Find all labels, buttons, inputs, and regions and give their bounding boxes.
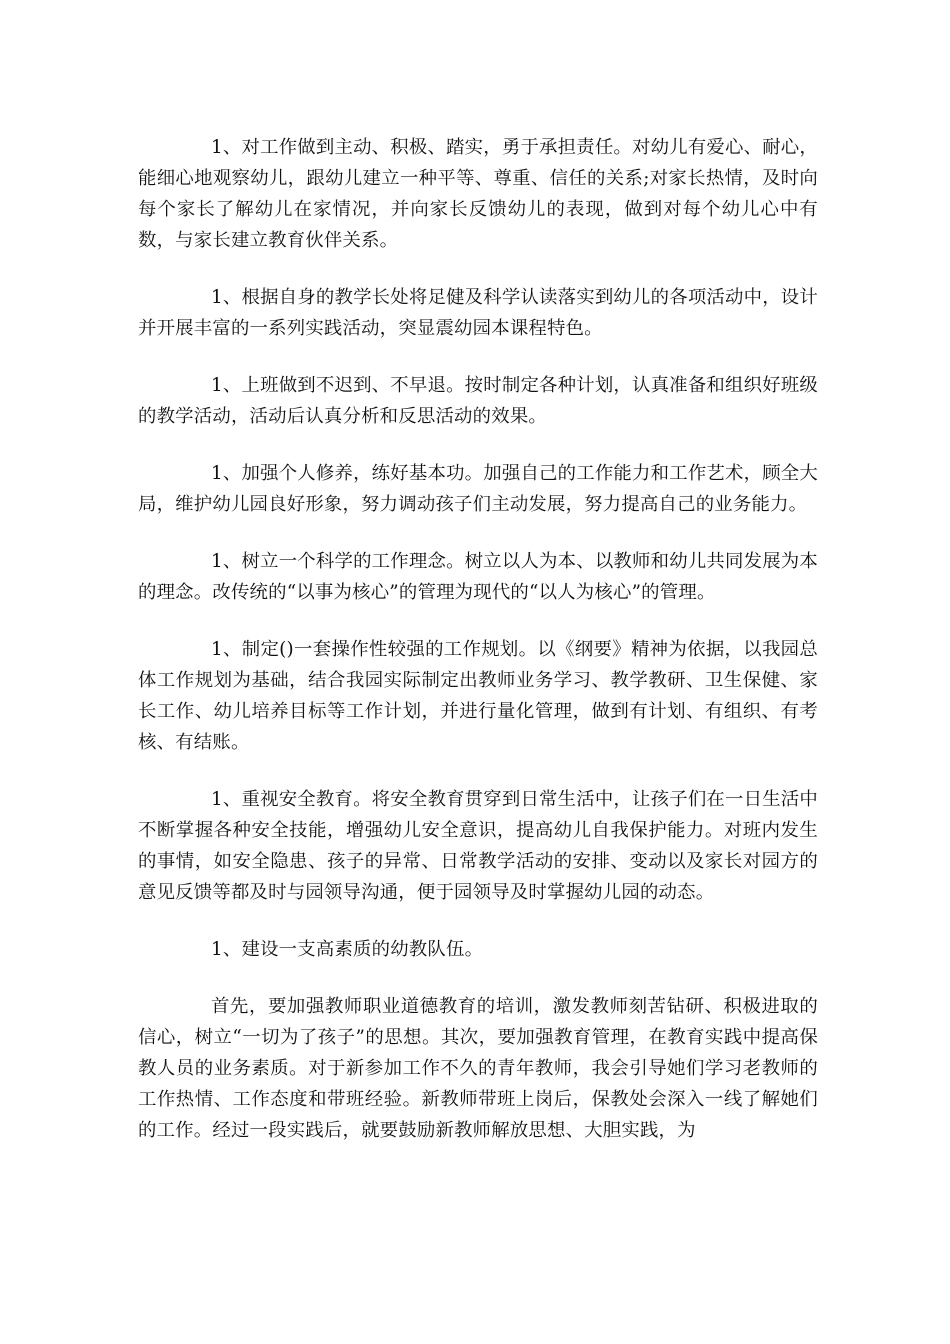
paragraph-safety-education: 1、重视安全教育。将安全教育贯穿到日常生活中，让孩子们在一日生活中不断掌握各种安全技能，增强幼儿安全意识，提高幼儿自我保护能力。对班内发生的事情，如安全隐患、孩子的异常、日常教学活动的安排、变动以及家长对园方的意见反馈等都及时与园领导沟通，便于园领导及时掌握幼儿园的动态。 — [138, 789, 818, 903]
document-body — [138, 132, 818, 1172]
paragraph-teacher-training: 首先，要加强教师职业道德教育的培训，激发教师刻苦钻研、积极进取的信心，树立“一切为了孩子”的思想。其次，要加强教育管理，在教育实践中提高保教人员的业务素质。对于新参加工作不久的青年教师，我会引导她们学习老教师的工作热情、工作态度和带班经验。新教师带班上岗后，保教处会深入一线了解她们的工作。经过一段实践后，就要鼓励新教师解放思想、大胆实践，为 — [138, 996, 818, 1141]
paragraph-attendance: 1、上班做到不迟到、不早退。按时制定各种计划，认真准备和组织好班级的教学活动，活动后认真分析和反思活动的效果。 — [138, 375, 818, 427]
paragraph-activities: 1、根据自身的教学长处将足健及科学认读落实到幼儿的各项活动中，设计并开展丰富的一系列实践活动，突显震幼园本课程特色。 — [138, 287, 818, 339]
paragraph-work-concept: 1、树立一个科学的工作理念。树立以人为本、以教师和幼儿共同发展为本的理念。改传统的“以事为核心”的管理为现代的“以人为核心”的管理。 — [138, 551, 818, 603]
paragraph-self-improvement: 1、加强个人修养，练好基本功。加强自己的工作能力和工作艺术，顾全大局，维护幼儿园良好形象，努力调动孩子们主动发展，努力提高自己的业务能力。 — [138, 463, 818, 515]
paragraph-team-building: 1、建设一支高素质的幼教队伍。 — [211, 939, 484, 960]
paragraph-attitude: 1、对工作做到主动、积极、踏实，勇于承担责任。对幼儿有爱心、耐心，能细心地观察幼儿，跟幼儿建立一种平等、尊重、信任的关系;对家长热情，及时向每个家长了解幼儿在家情况，并向家长反馈幼儿的表现，做到对每个幼儿心中有数，与家长建立教育伙伴关系。 — [138, 137, 818, 251]
paragraph-work-plan: 1、制定()一套操作性较强的工作规划。以《纲要》精神为依据，以我园总体工作规划为基础，结合我园实际制定出教师业务学习、教学教研、卫生保健、家长工作、幼儿培养目标等工作计划，并进行量化管理，做到有计划、有组织、有考核、有结账。 — [138, 639, 818, 753]
